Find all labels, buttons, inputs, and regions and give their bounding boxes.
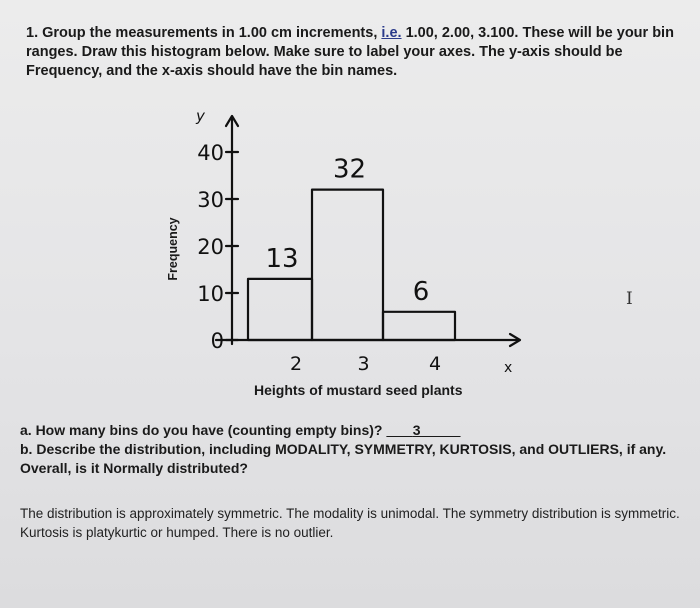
- bar-value-label: 6: [412, 276, 430, 307]
- x-axis-label: Heights of mustard seed plants: [254, 382, 463, 398]
- y-tick-label: 40: [197, 141, 224, 165]
- x-tick-label: 3: [357, 353, 370, 375]
- question-b-text: b. Describe the distribution, including MODALITY, SYMMETRY, KURTOSIS, and OUTLIERS, if any. Overall, is it Normally distributed?: [20, 441, 667, 476]
- question-1-prefix: 1. Group the measurements in 1.00 cm increments,: [26, 25, 382, 41]
- histogram-bar: [248, 279, 312, 340]
- text-cursor-icon: I: [626, 289, 633, 309]
- y-tick-label: 30: [197, 188, 224, 212]
- question-a-text: a. How many bins do you have (counting empty bins)?: [20, 422, 383, 438]
- question-a-answer-line: [386, 422, 460, 438]
- x-tick-label: 2: [289, 353, 303, 375]
- bar-value-label: 32: [332, 154, 367, 185]
- bar-value-label: 13: [265, 243, 299, 274]
- y-tick-label: 20: [197, 235, 224, 259]
- y-axis-label: Frequency: [166, 217, 180, 281]
- ie-link[interactable]: i.e.: [381, 25, 402, 41]
- question-1-rest: 1.00, 2.00, 3.100. These will be your bin ranges. Draw this histogram below. Make sure to label your axes. The y-axis should be Frequency, and the x-axis should have the bin names.: [26, 25, 674, 79]
- question-a-answer: 3: [412, 422, 422, 438]
- x-tick-label: 4: [428, 353, 442, 375]
- y-tick-label: 10: [197, 282, 224, 306]
- y-tick-label: 0: [210, 329, 224, 353]
- histogram-bar: [312, 190, 383, 340]
- histogram-bar: [383, 312, 455, 340]
- question-a: [20, 421, 680, 440]
- questions-block: [20, 421, 680, 478]
- y-axis-letter: y: [196, 107, 205, 125]
- x-axis-letter: x: [504, 360, 513, 376]
- answer-text: The distribution is approximately symmetric. The modality is unimodal. The symmetry distribution is symmetric. Kurtosis is platykurtic or humped. There is no outlier.: [20, 506, 680, 540]
